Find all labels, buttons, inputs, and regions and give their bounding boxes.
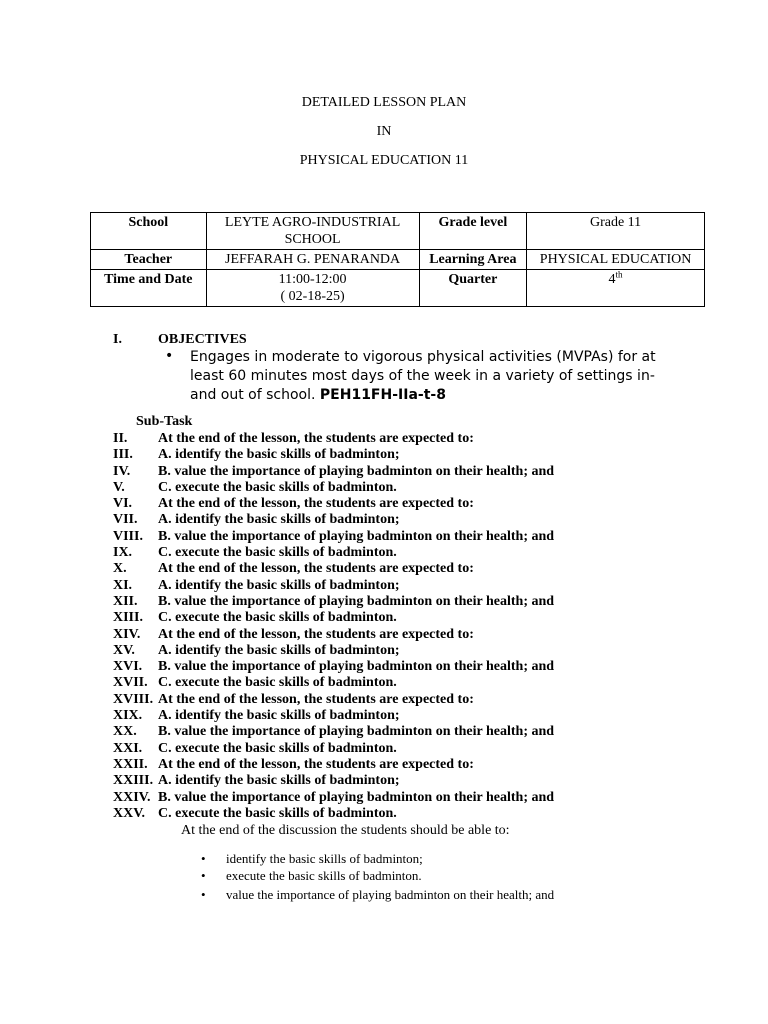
school-label: School [91, 213, 207, 250]
time-date-value [206, 270, 419, 307]
discussion-point: identify the basic skills of badminton; [226, 851, 423, 866]
item-number: IX. [113, 545, 133, 561]
lesson-info-table [90, 212, 705, 307]
item-number: IV. [113, 463, 131, 479]
item-number: XXII. [113, 756, 148, 772]
bullet-icon: • [201, 887, 206, 902]
discussion-point: value the importance of playing badminton on their health; and [226, 887, 555, 902]
item-text: A. identify the basic skills of badminton; [158, 447, 400, 463]
list-item [113, 545, 554, 561]
item-text: B. value the importance of playing badminton on their health; and [158, 593, 555, 609]
list-item [113, 627, 554, 643]
document-title-in: IN [376, 124, 392, 139]
bullet-icon: • [201, 851, 206, 866]
item-number: XX. [113, 724, 137, 740]
bullet-icon: • [201, 868, 206, 883]
item-text: B. value the importance of playing badminton on their health; and [158, 659, 555, 675]
item-number: XVI. [113, 659, 143, 675]
item-text: C. execute the basic skills of badminton. [158, 545, 397, 561]
item-number: XIV. [113, 626, 141, 642]
teacher-value: JEFFARAH G. PENARANDA [206, 250, 419, 270]
time-date-label: Time and Date [91, 270, 207, 307]
list-item [201, 851, 423, 867]
list-item [113, 431, 554, 447]
item-text: At the end of the lesson, the students are expected to: [158, 561, 474, 577]
table-row [91, 250, 705, 270]
quarter-label: Quarter [419, 270, 527, 307]
list-item [113, 708, 554, 724]
quarter-suffix: th [615, 269, 623, 280]
list-item [201, 868, 422, 884]
item-text: C. execute the basic skills of badminton. [158, 805, 397, 821]
item-number: III. [113, 447, 133, 463]
list-item [113, 643, 554, 659]
competency-code: PEH11FH-IIa-t-8 [319, 387, 446, 403]
list-item [113, 480, 554, 496]
list-item [113, 724, 554, 740]
list-item [113, 610, 554, 626]
item-number: VIII. [113, 528, 143, 544]
objective-text [190, 348, 660, 405]
item-number: XII. [113, 593, 138, 609]
list-item [113, 561, 554, 577]
list-item [113, 692, 554, 708]
subtask-heading: Sub-Task [136, 414, 193, 429]
list-item [113, 447, 554, 463]
objective-bullet: • [165, 348, 174, 364]
time-value: 11:00-12:00 [278, 272, 347, 287]
item-number: XV. [113, 642, 135, 658]
item-text: A. identify the basic skills of badminton; [158, 512, 400, 528]
learning-area-label: Learning Area [419, 250, 527, 270]
item-number: XXIV. [113, 789, 151, 805]
date-value: ( 02-18-25) [280, 289, 345, 304]
table-row [91, 270, 705, 307]
list-item [113, 806, 554, 822]
item-text: C. execute the basic skills of badminton. [158, 740, 397, 756]
list-item [113, 675, 554, 691]
item-number: VI. [113, 496, 133, 512]
discussion-point: execute the basic skills of badminton. [226, 868, 422, 883]
item-number: VII. [113, 512, 138, 528]
item-text: C. execute the basic skills of badminton. [158, 610, 397, 626]
item-number: XXI. [113, 740, 143, 756]
grade-level-label: Grade level [419, 213, 527, 250]
school-value [206, 213, 419, 250]
list-item [113, 773, 554, 789]
item-number: XXIII. [113, 773, 154, 789]
grade-level-value: Grade 11 [527, 213, 705, 250]
item-text: B. value the importance of playing badminton on their health; and [158, 463, 555, 479]
item-text: B. value the importance of playing badminton on their health; and [158, 528, 555, 544]
item-text: A. identify the basic skills of badminton; [158, 708, 400, 724]
list-item [113, 464, 554, 480]
item-text: A. identify the basic skills of badminton; [158, 642, 400, 658]
list-item [113, 757, 554, 773]
list-item [113, 659, 554, 675]
item-text: At the end of the lesson, the students are expected to: [158, 496, 474, 512]
item-number: XIX. [113, 708, 143, 724]
item-number: V. [113, 479, 125, 495]
document-title: DETAILED LESSON PLAN [301, 95, 467, 110]
objective-description: Engages in moderate to vigorous physical activities (MVPAs) for at least 60 minutes most days of the week in a variety of settings in- and out of school. [190, 349, 656, 403]
school-value-line2: SCHOOL [284, 232, 341, 247]
discussion-intro: At the end of the discussion the students should be able to: [181, 823, 510, 838]
learning-area-value: PHYSICAL EDUCATION [527, 250, 705, 270]
item-text: B. value the importance of playing badminton on their health; and [158, 789, 555, 805]
list-item [113, 790, 554, 806]
item-text: At the end of the lesson, the students are expected to: [158, 626, 474, 642]
quarter-number: 4 [608, 272, 616, 287]
objectives-number: I. [113, 332, 122, 347]
item-text: A. identify the basic skills of badminton; [158, 577, 400, 593]
quarter-value [527, 270, 705, 307]
document-subject: PHYSICAL EDUCATION 11 [299, 153, 469, 168]
table-row [91, 213, 705, 250]
teacher-label: Teacher [91, 250, 207, 270]
school-value-line1: LEYTE AGRO-INDUSTRIAL [224, 215, 401, 230]
item-text: At the end of the lesson, the students are expected to: [158, 756, 474, 772]
list-item [113, 529, 554, 545]
objectives-heading: OBJECTIVES [158, 332, 247, 347]
item-number: XVII. [113, 675, 148, 691]
item-number: II. [113, 431, 128, 446]
list-item [113, 578, 554, 594]
item-text: C. execute the basic skills of badminton. [158, 479, 397, 495]
item-text: B. value the importance of playing badminton on their health; and [158, 724, 555, 740]
list-item [113, 512, 554, 528]
list-item [113, 594, 554, 610]
item-number: XVIII. [113, 691, 154, 707]
item-number: XXV. [113, 805, 146, 821]
item-text: At the end of the lesson, the students are expected to: [158, 431, 474, 446]
item-number: X. [113, 561, 127, 577]
item-number: XIII. [113, 610, 143, 626]
list-item [113, 741, 554, 757]
item-text: A. identify the basic skills of badminton; [158, 773, 400, 789]
list-item [113, 496, 554, 512]
subtask-list [113, 431, 554, 822]
item-text: C. execute the basic skills of badminton. [158, 675, 397, 691]
item-text: At the end of the lesson, the students are expected to: [158, 691, 474, 707]
list-item [201, 887, 554, 903]
item-number: XI. [113, 577, 133, 593]
